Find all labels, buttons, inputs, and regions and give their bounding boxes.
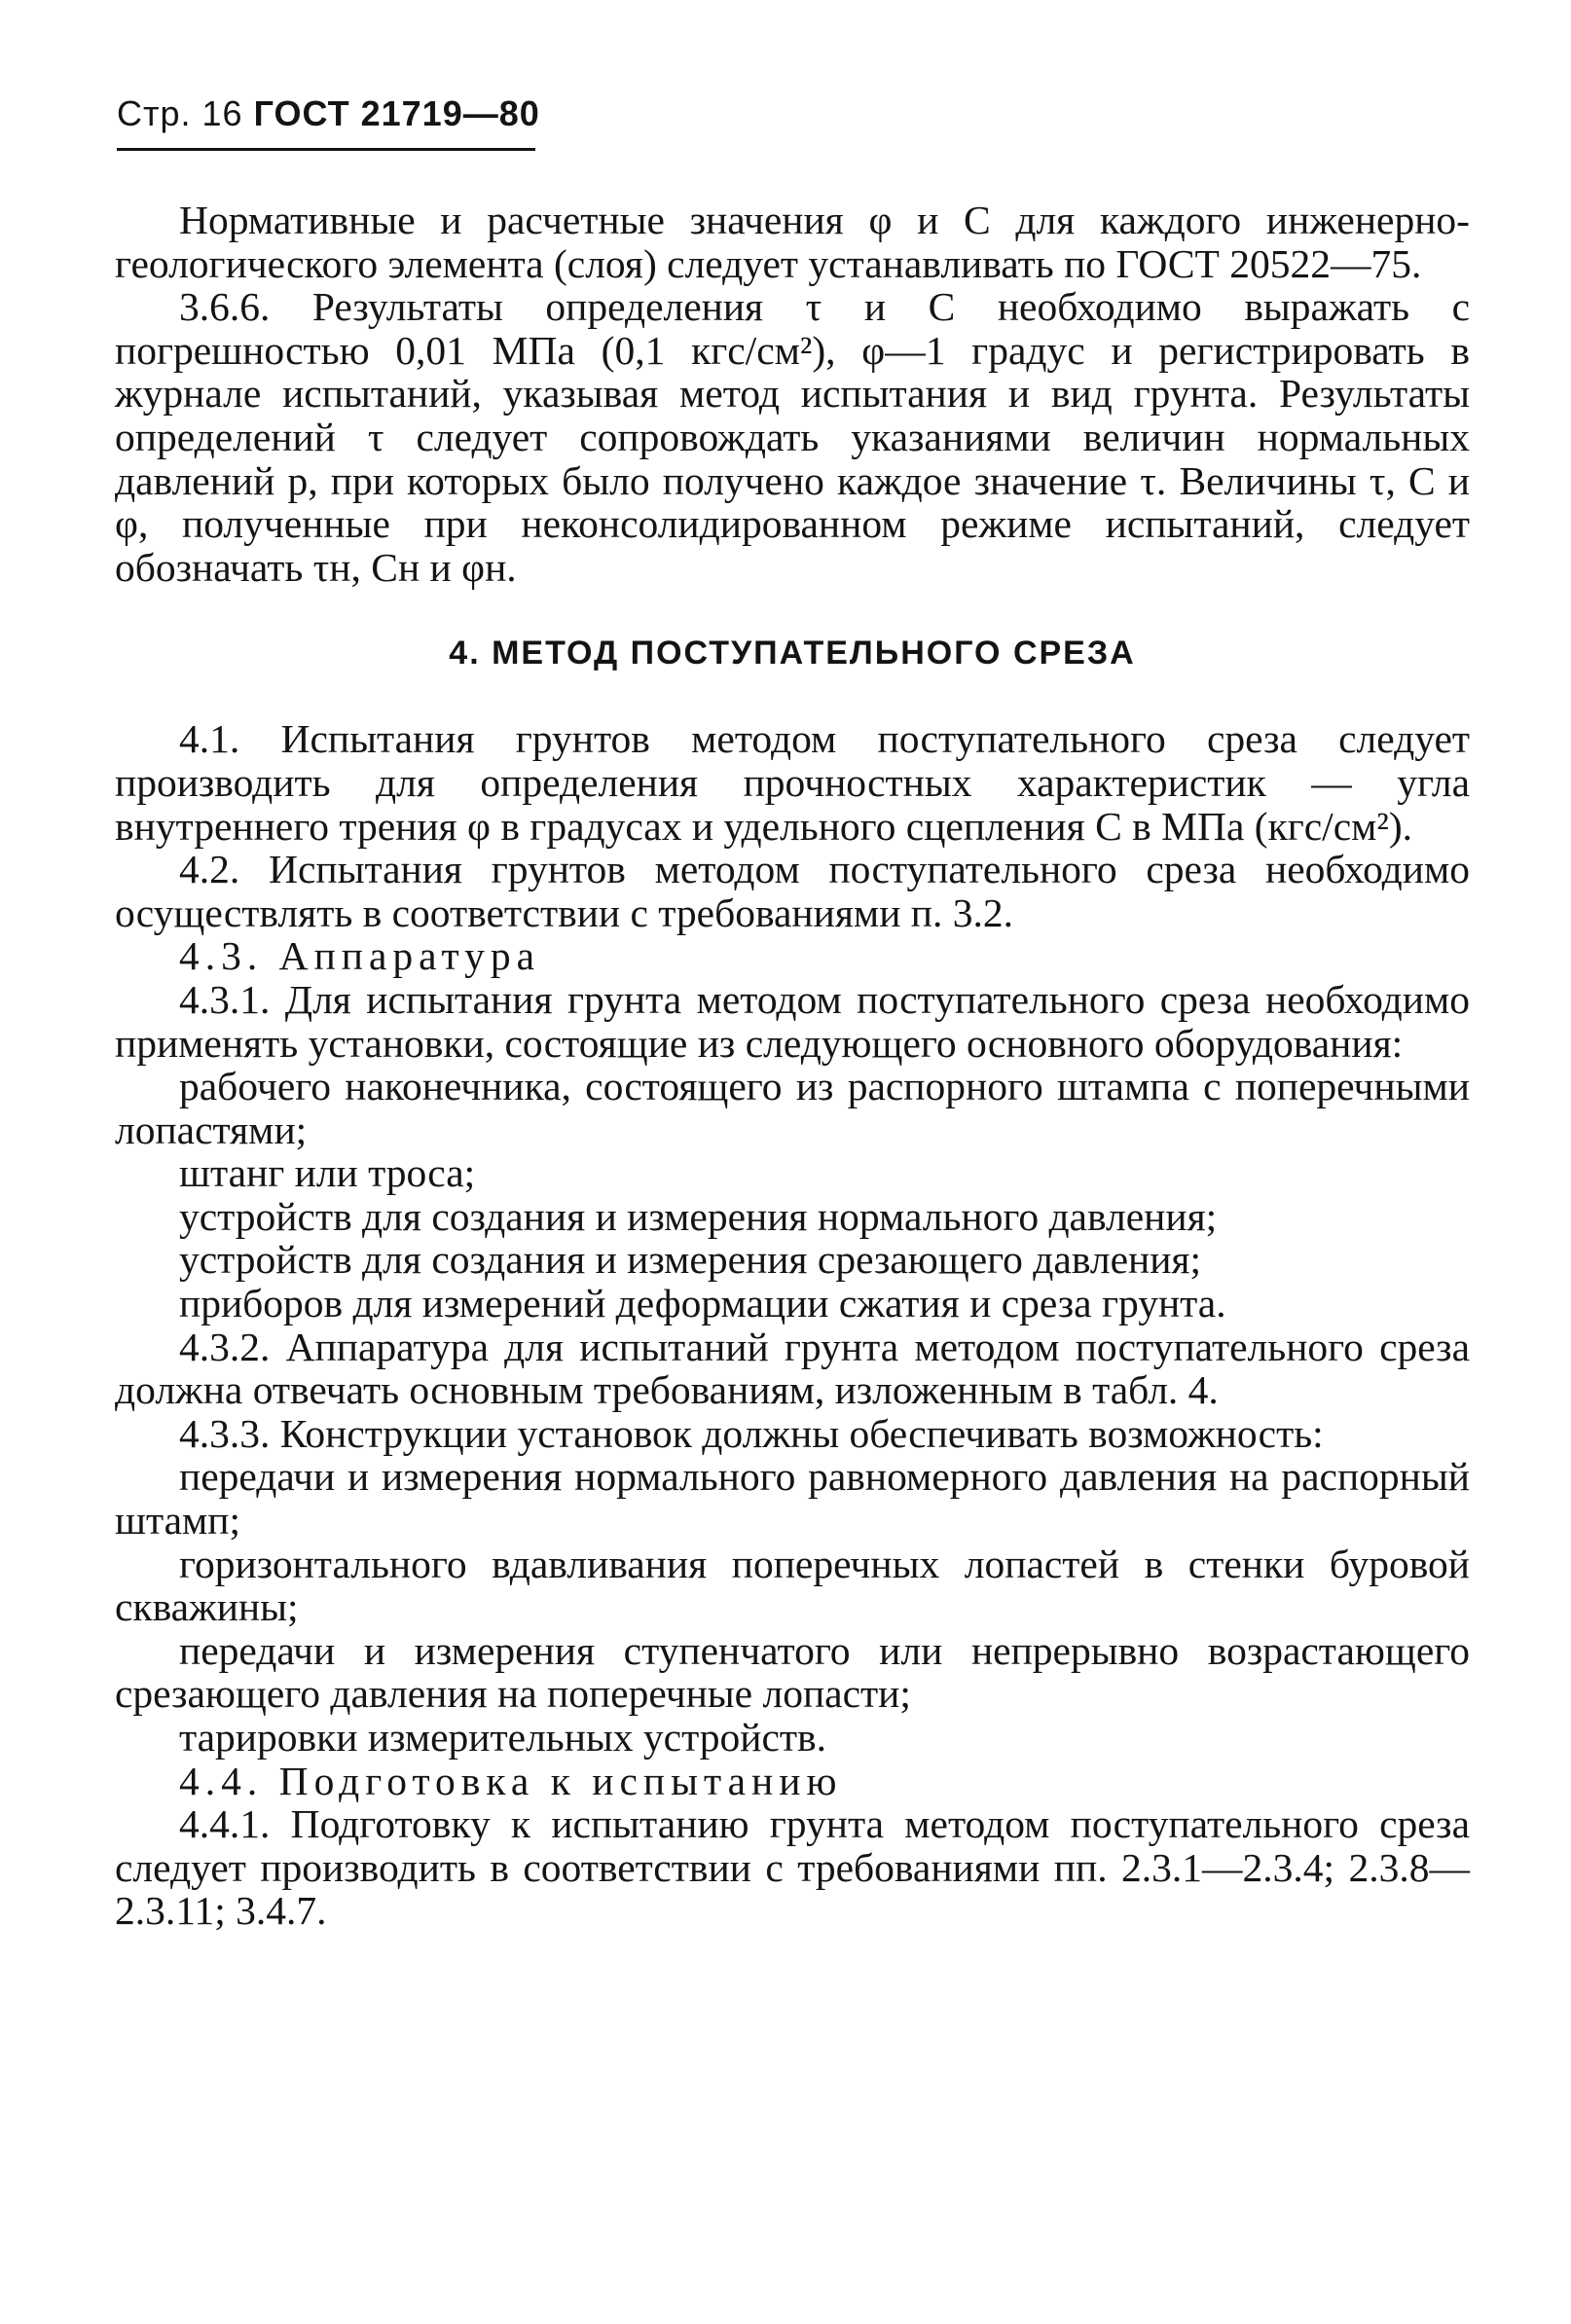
- paragraph-4-2: 4.2. Испытания грунтов методом поступательного среза необходимо осуществлять в соответствии с требованиями п. 3.2.: [115, 847, 1470, 935]
- subsection-heading-4-4: 4.4. Подготовка к испытанию: [179, 1758, 843, 1803]
- list-item: рабочего наконечника, состоящего из распорного штампа с поперечными лопастями;: [115, 1064, 1470, 1152]
- paragraph-4-4-1: 4.4.1. Подготовку к испытанию грунта методом поступательного среза следует производить в соответствии с требованиями пп. 2.3.1—2.3.4; 2.3.8—2.3.11; 3.4.7.: [115, 1801, 1470, 1934]
- section-title: 4. МЕТОД ПОСТУПАТЕЛЬНОГО СРЕЗА: [449, 635, 1136, 672]
- list-item: устройств для создания и измерения нормального давления;: [179, 1193, 1218, 1239]
- paragraph-3-6-6: 3.6.6. Результаты определения τ и C необходимо выражать с погрешностью 0,01 МПа (0,1 кгс/см²), φ—1 градус и регистрировать в журнале испытаний, указывая метод испытания и вид грунта. Результаты определений τ следует сопровождать указаниями величин нормальных давлений p, при которых было получено каждое значение τ. Величины τ, C и φ, полученные при неконсолидированном режиме испытаний, следует обозначать τн, Cн и φн.: [115, 284, 1470, 590]
- list-item: горизонтального вдавливания поперечных лопастей в стенки буровой скважины;: [115, 1541, 1470, 1630]
- list-item: передачи и измерения ступенчатого или непрерывно возрастающего срезающего давления на поперечные лопасти;: [115, 1627, 1470, 1717]
- paragraph-4-1: 4.1. Испытания грунтов методом поступательного среза следует производить для определения прочностных характеристик — угла внутреннего трения φ в градусах и удельного сцепления C в МПа (кгс/см²).: [115, 716, 1470, 849]
- list-item: тарировки измерительных устройств.: [179, 1715, 826, 1760]
- list-item: передачи и измерения нормального равномерного давления на распорный штамп;: [115, 1454, 1470, 1543]
- list-item: устройств для создания и измерения срезающего давления;: [179, 1237, 1202, 1283]
- subsection-heading-4-3: 4.3. Аппаратура: [179, 933, 541, 979]
- page-header: [117, 93, 540, 151]
- page-number: Стр. 16: [117, 93, 243, 133]
- list-item: штанг или троса;: [179, 1150, 476, 1196]
- list-item: приборов для измерений деформации сжатия и среза грунта.: [179, 1281, 1226, 1326]
- paragraph-4-3-1: 4.3.1. Для испытания грунта методом поступательного среза необходимо применять установки, состоящие из следующего основного оборудования:: [115, 976, 1470, 1066]
- paragraph: Нормативные и расчетные значения φ и C для каждого инженерно-геологического элемента (слоя) следует устанавливать по ГОСТ 20522—75.: [115, 198, 1470, 286]
- paragraph-4-3-3: 4.3.3. Конструкции установок должны обеспечивать возможность:: [179, 1410, 1324, 1456]
- standard-number: ГОСТ 21719—80: [253, 93, 540, 133]
- paragraph-4-3-2: 4.3.2. Аппаратура для испытаний грунта методом поступательного среза должна отвечать основным требованиям, изложенным в табл. 4.: [115, 1324, 1470, 1413]
- document-body: [115, 199, 1470, 1933]
